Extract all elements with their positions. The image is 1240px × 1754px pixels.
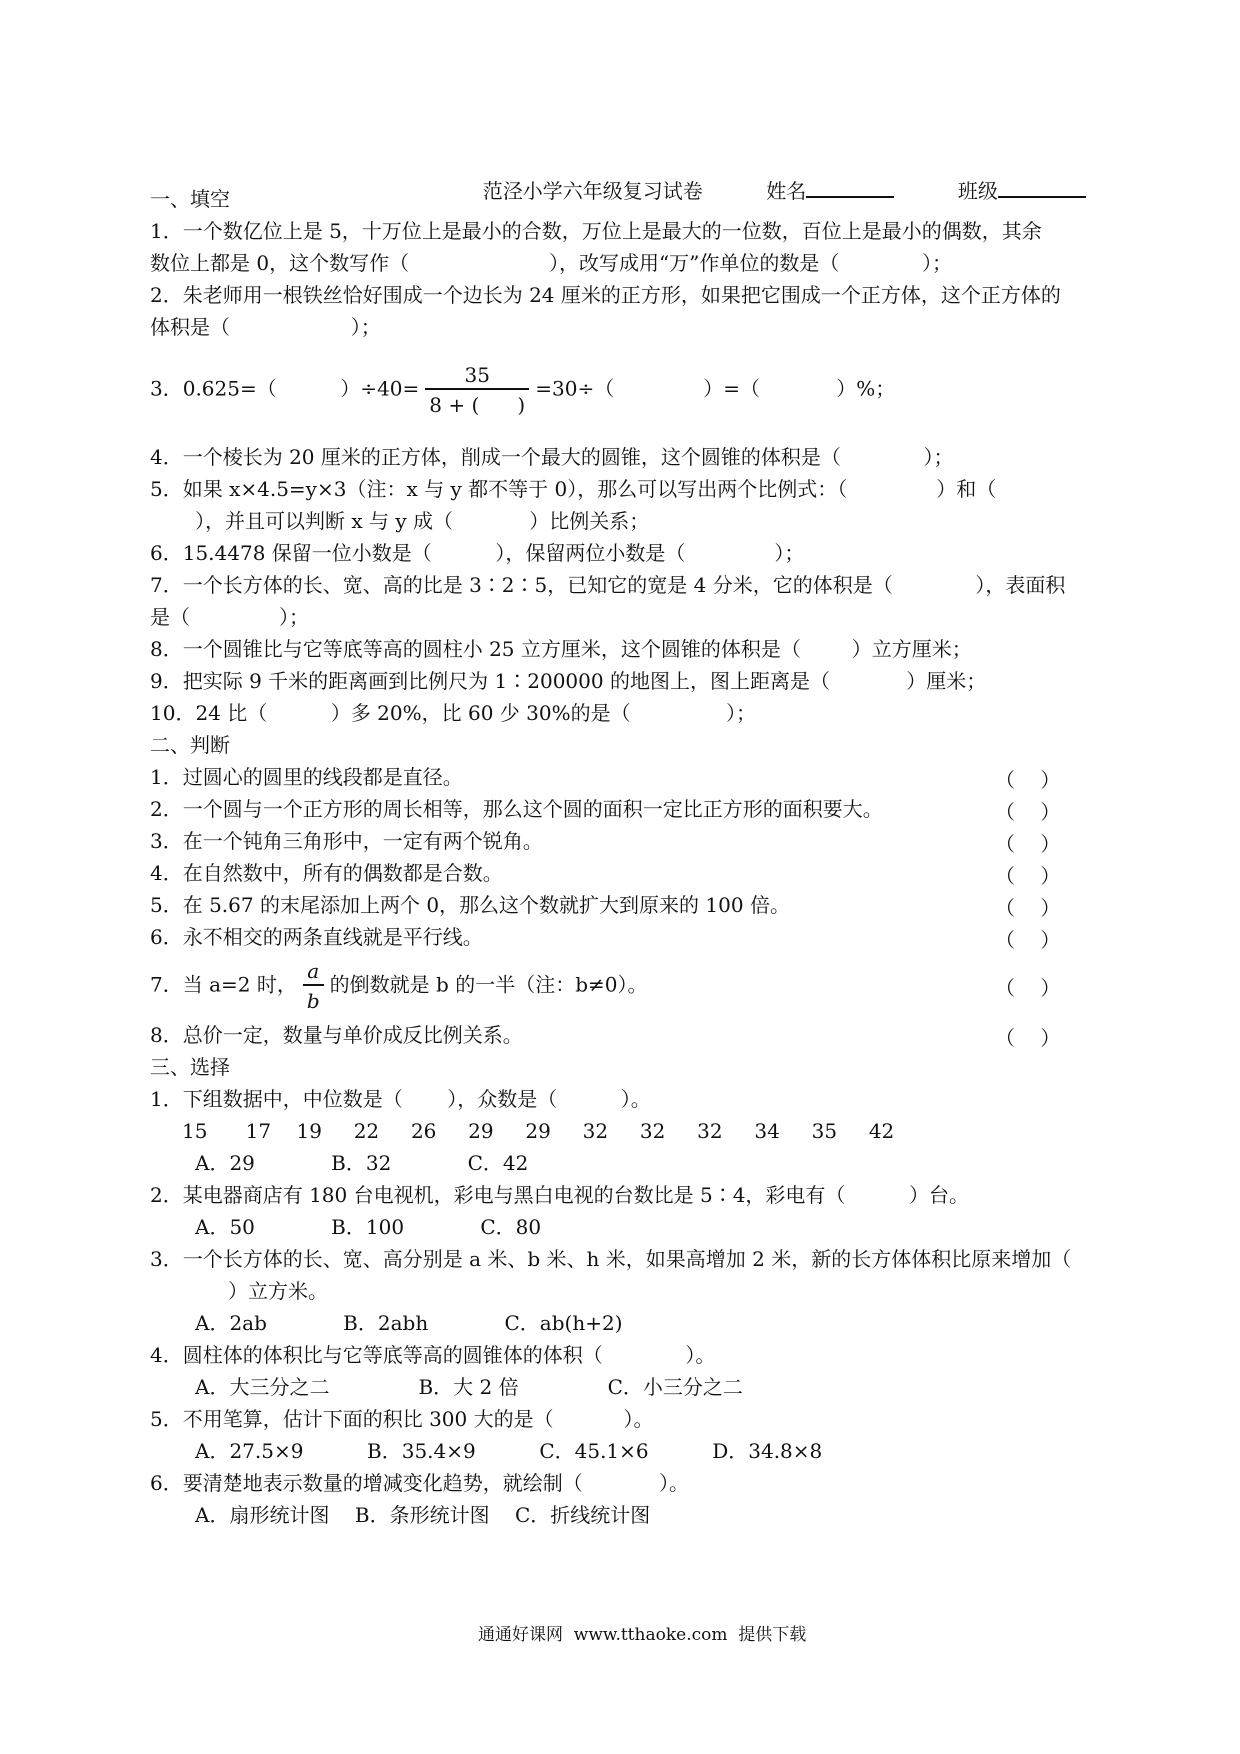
judge-answer-5[interactable]: （ ） <box>995 896 1061 920</box>
class-label: 班级 <box>957 179 998 203</box>
q3-prefix: 3．0.625=（ ）÷40= <box>150 376 420 401</box>
fill-question-4: 4．一个棱长为 20 厘米的正方体，削成一个最大的圆锥，这个圆锥的体积是（ ）； <box>150 445 954 469</box>
name-label: 姓名 <box>766 179 807 203</box>
class-blank[interactable] <box>998 178 1086 198</box>
judge-item-5: 5．在 5.67 的末尾添加上两个 0，那么这个数就扩大到原来的 100 倍。 <box>150 893 790 917</box>
judge-7-prefix: 7．当 a=2 时， <box>150 972 297 997</box>
fill-question-2: 2．朱老师用一根铁丝恰好围成一个边长为 24 厘米的正方形，如果把它围成一个正方体，这个正方体的 <box>150 283 1061 307</box>
section-heading-choice: 三、选择 <box>150 1055 230 1079</box>
section-heading-judge: 二、判断 <box>150 733 230 757</box>
judge-7-suffix: 的倒数就是 b 的一半（注：b≠0）。 <box>329 972 648 997</box>
judge-item-7 <box>150 958 647 1014</box>
q3-fraction <box>425 362 529 418</box>
section-heading-fill: 一、填空 <box>150 187 230 211</box>
judge-7-fraction-numerator: a <box>307 959 320 983</box>
choice-2-options[interactable]: A．50 B．100 C．80 <box>195 1215 542 1239</box>
judge-item-1: 1．过圆心的圆里的线段都是直径。 <box>150 765 463 789</box>
exam-header <box>470 152 1086 204</box>
fill-question-10: 10．24 比（ ）多 20%，比 60 少 30%的是（ ）； <box>150 701 756 725</box>
footer-credit: 通通好课网 www.tthaoke.com 提供下载 <box>478 1625 807 1645</box>
choice-6-options[interactable]: A．扇形统计图 B．条形统计图 C．折线统计图 <box>195 1503 651 1527</box>
fill-question-9: 9．把实际 9 千米的距离画到比例尺为 1∶200000 的地图上，图上距离是（ ）厘米； <box>150 669 987 693</box>
judge-answer-4[interactable]: （ ） <box>995 864 1061 888</box>
fill-question-2-cont: 体积是（ ）； <box>150 315 381 339</box>
judge-item-6: 6．永不相交的两条直线就是平行线。 <box>150 925 483 949</box>
name-blank[interactable] <box>806 178 894 198</box>
fill-question-6: 6．15.4478 保留一位小数是（ ），保留两位小数是（ ）； <box>150 541 805 565</box>
choice-question-5: 5．不用笔算，估计下面的积比 300 大的是（ ）。 <box>150 1407 654 1431</box>
choice-5-options[interactable]: A．27.5×9 B．35.4×9 C．45.1×6 D．34.8×8 <box>195 1439 823 1463</box>
judge-item-2: 2．一个圆与一个正方形的周长相等，那么这个圆的面积一定比正方形的面积要大。 <box>150 797 883 821</box>
fill-question-1: 1．一个数亿位上是 5，十万位上是最小的合数，万位上是最大的一位数，百位上是最小的偶数，其余 <box>150 219 1042 243</box>
fill-question-7: 7．一个长方体的长、宽、高的比是 3∶2∶5，已知它的宽是 4 分米，它的体积是（ ），表面积 <box>150 573 1066 597</box>
choice-3-options[interactable]: A．2ab B．2abh C．ab(h+2) <box>195 1311 623 1335</box>
judge-answer-2[interactable]: （ ） <box>995 800 1061 824</box>
choice-question-3: 3．一个长方体的长、宽、高分别是 a 米、b 米、h 米，如果高增加 2 米，新的长方体体积比原来增加（ <box>150 1247 1072 1271</box>
judge-answer-3[interactable]: （ ） <box>995 832 1061 856</box>
choice-1-data: 15 17 19 22 26 29 29 32 32 32 34 35 42 <box>182 1119 895 1143</box>
fill-question-3 <box>150 362 895 418</box>
choice-1-options[interactable]: A．29 B．32 C．42 <box>195 1151 529 1175</box>
judge-answer-7[interactable]: （ ） <box>995 976 1061 1000</box>
judge-answer-8[interactable]: （ ） <box>995 1026 1061 1050</box>
choice-4-options[interactable]: A．大三分之二 B．大 2 倍 C．小三分之二 <box>195 1375 743 1399</box>
judge-answer-6[interactable]: （ ） <box>995 928 1061 952</box>
fill-question-8: 8．一个圆锥比与它等底等高的圆柱小 25 立方厘米，这个圆锥的体积是（ ）立方厘米； <box>150 637 972 661</box>
fill-question-7-cont: 是（ ）； <box>150 605 310 629</box>
judge-7-fraction-denominator: b <box>303 984 324 1014</box>
fill-question-5-cont: ），并且可以判断 x 与 y 成（ ）比例关系； <box>195 509 650 533</box>
q3-suffix: =30÷（ ）=（ ）%； <box>535 376 896 401</box>
judge-7-fraction <box>303 958 324 1014</box>
judge-item-3: 3．在一个钝角三角形中，一定有两个锐角。 <box>150 829 543 853</box>
choice-question-3-cont: ）立方米。 <box>228 1279 328 1303</box>
fill-question-5: 5．如果 x×4.5=y×3（注：x 与 y 都不等于 0），那么可以写出两个比例式：（ ）和（ <box>150 477 997 501</box>
choice-question-4: 4．圆柱体的体积比与它等底等高的圆锥体的体积（ ）。 <box>150 1343 716 1367</box>
q3-fraction-denominator: 8 + ( ) <box>425 388 529 418</box>
judge-item-4: 4．在自然数中，所有的偶数都是合数。 <box>150 861 503 885</box>
judge-item-8: 8．总价一定，数量与单价成反比例关系。 <box>150 1023 523 1047</box>
fill-question-1-cont: 数位上都是 0，这个数写作（ ），改写成用“万”作单位的数是（ ）； <box>150 251 953 275</box>
choice-question-1: 1．下组数据中，中位数是（ ），众数是（ ）。 <box>150 1087 651 1111</box>
exam-title: 范泾小学六年级复习试卷 <box>482 179 703 203</box>
judge-answer-1[interactable]: （ ） <box>995 768 1061 792</box>
choice-question-2: 2．某电器商店有 180 台电视机，彩电与黑白电视的台数比是 5∶4，彩电有（ ）台。 <box>150 1183 969 1207</box>
q3-fraction-numerator: 35 <box>464 363 490 387</box>
choice-question-6: 6．要清楚地表示数量的增减变化趋势，就绘制（ ）。 <box>150 1471 690 1495</box>
